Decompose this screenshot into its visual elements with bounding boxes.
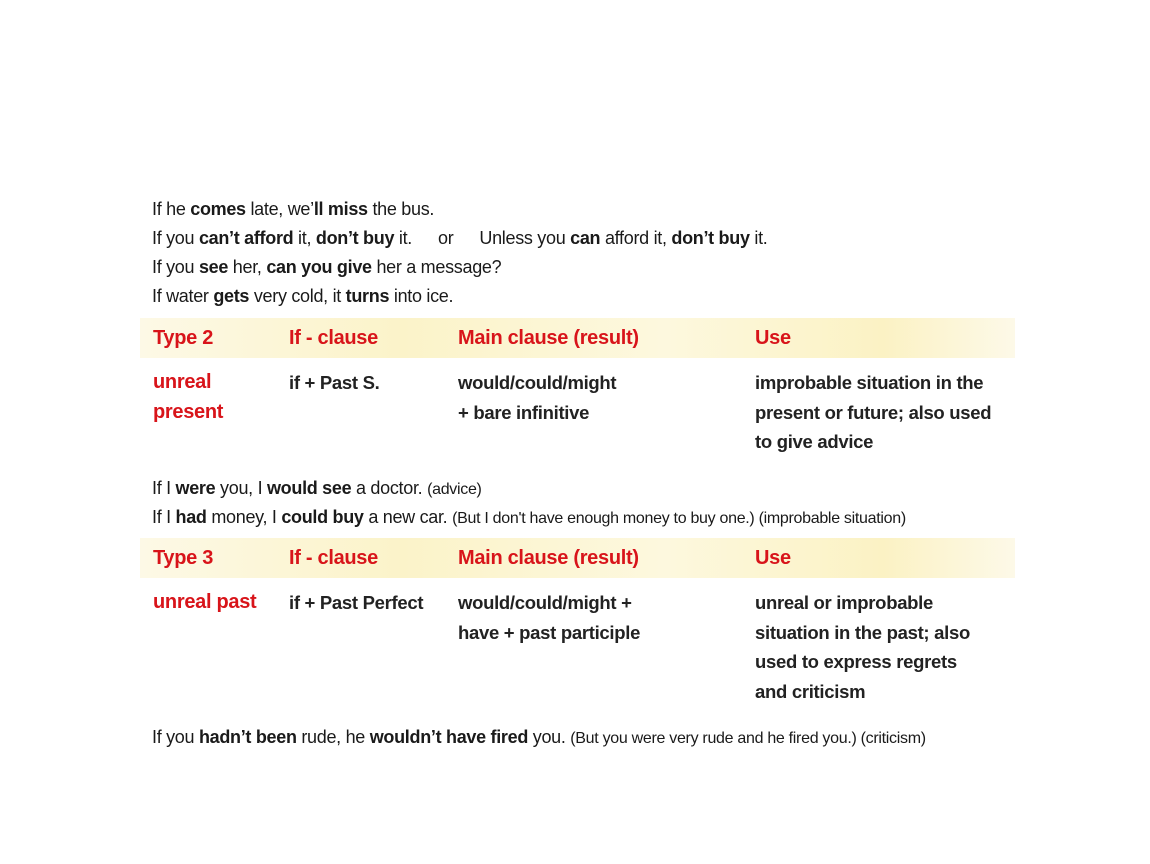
- type3-example: [152, 726, 926, 750]
- sentence-text: you.: [528, 727, 571, 747]
- sentence-text: If you: [152, 727, 199, 747]
- example-note: (advice): [427, 481, 482, 498]
- sentence-text: late, we’: [245, 199, 314, 219]
- type2-example: [152, 477, 482, 501]
- emphasized-verb: don’t buy: [671, 228, 750, 248]
- example-sentence: [152, 256, 501, 278]
- emphasized-verb: can you give: [266, 257, 372, 277]
- type2-if-clause: if + Past S.: [289, 372, 380, 393]
- emphasized-verb: don’t buy: [315, 228, 395, 248]
- sentence-text: If you: [152, 228, 199, 248]
- sentence-text: it.: [394, 228, 412, 248]
- emphasized-verb: hadn’t been: [198, 727, 297, 747]
- sentence-text: If he: [152, 199, 191, 219]
- example-sentence: [152, 285, 453, 307]
- sentence-text: afford it,: [600, 228, 672, 248]
- example-clause-alt: [479, 228, 767, 248]
- type3-name: unreal past: [153, 591, 257, 613]
- example-note: (But I don't have enough money to buy one.) (improbable situation): [452, 510, 906, 527]
- type3-header-type: Type 3: [153, 547, 214, 569]
- sentence-text: into ice.: [389, 286, 454, 306]
- emphasized-verb: were: [175, 478, 216, 498]
- emphasized-verb: turns: [345, 286, 390, 306]
- example-clause: [152, 228, 412, 248]
- sentence-text: it.: [749, 228, 768, 248]
- emphasized-verb: would see: [266, 478, 352, 498]
- type2-header-main-clause: Main clause (result): [458, 327, 639, 349]
- emphasized-verb: gets: [213, 286, 250, 306]
- emphasized-verb: see: [198, 257, 229, 277]
- emphasized-verb: wouldn’t have fired: [369, 727, 529, 747]
- sentence-text: a doctor.: [351, 478, 428, 498]
- type3-header-if-clause: If - clause: [289, 547, 378, 569]
- type2-header-type: Type 2: [153, 327, 214, 349]
- sentence-text: a new car.: [363, 507, 453, 527]
- sentence-text: you, I: [215, 478, 267, 498]
- sentence-text: If I: [152, 507, 176, 527]
- sentence-text: money, I: [206, 507, 282, 527]
- type3-main-clause: would/could/might + have + past participle: [458, 592, 641, 643]
- type3-header-main-clause: Main clause (result): [458, 547, 639, 569]
- emphasized-verb: had: [175, 507, 207, 527]
- emphasized-verb: can’t afford: [198, 228, 294, 248]
- sentence-text: her a message?: [371, 257, 502, 277]
- type2-name: unreal present: [153, 371, 224, 423]
- type2-example: [152, 506, 906, 530]
- example-sentence: [152, 198, 434, 220]
- emphasized-verb: can: [570, 228, 601, 248]
- example-note: (But you were very rude and he fired you.) (criticism): [570, 730, 926, 747]
- or-connector: or: [437, 228, 454, 248]
- emphasized-verb: could buy: [281, 507, 364, 527]
- type3-if-clause: if + Past Perfect: [289, 592, 424, 613]
- sentence-text: Unless you: [479, 228, 571, 248]
- sentence-text: If I: [152, 478, 176, 498]
- sentence-text: her,: [228, 257, 267, 277]
- type2-use: improbable situation in the present or future; also used to give advice: [755, 372, 992, 452]
- type3-header-use: Use: [755, 547, 791, 569]
- type2-header-if-clause: If - clause: [289, 327, 378, 349]
- emphasized-verb: ll miss: [313, 199, 368, 219]
- sentence-text: very cold, it: [249, 286, 346, 306]
- sentence-text: the bus.: [367, 199, 435, 219]
- emphasized-verb: comes: [190, 199, 246, 219]
- sentence-text: If water: [152, 286, 214, 306]
- sentence-text: it,: [293, 228, 316, 248]
- sentence-text: If you: [152, 257, 199, 277]
- type2-main-clause: would/could/might + bare infinitive: [458, 372, 617, 423]
- example-sentence: [152, 227, 767, 249]
- type3-use: unreal or improbable situation in the past; also used to express regrets and criticism: [755, 592, 970, 702]
- type2-header-use: Use: [755, 327, 791, 349]
- sentence-text: rude, he: [296, 727, 370, 747]
